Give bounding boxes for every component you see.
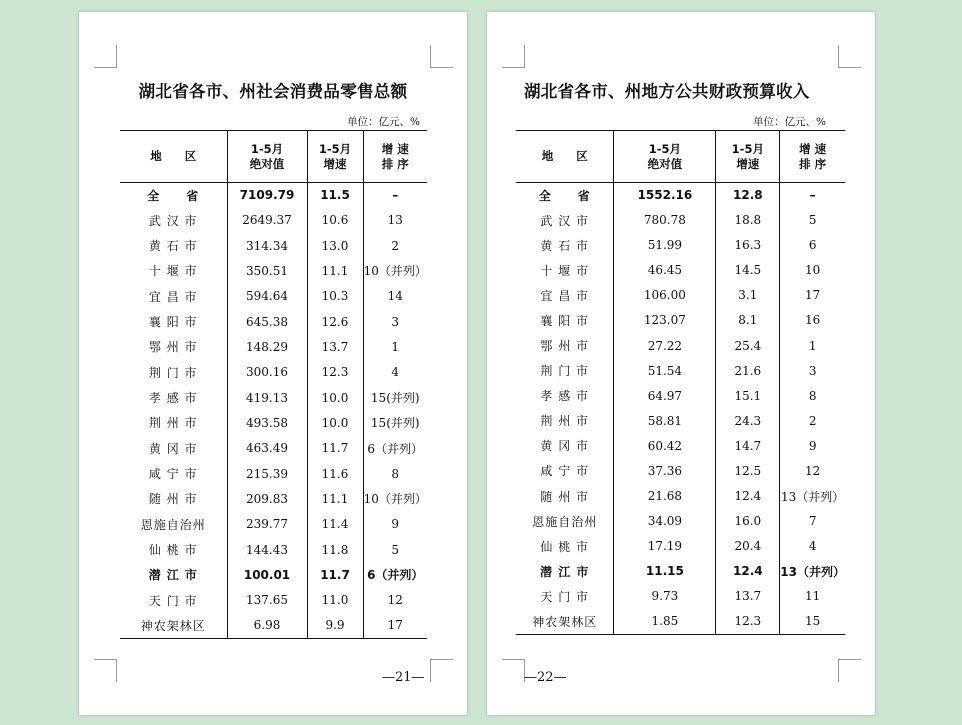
table-row [120,461,427,486]
value-cell: 51.99 [614,233,716,258]
rank-cell: 9 [363,512,427,537]
rank-cell: 9 [780,433,845,458]
value-cell: 9.73 [614,584,716,609]
rank-cell: 7 [780,509,845,534]
rank-cell: 8 [363,461,427,486]
table-row [120,183,427,208]
value-cell: 123.07 [614,308,716,333]
growth-cell: 18.8 [716,208,780,233]
rank-cell: 4 [363,360,427,385]
table-row [120,334,427,359]
table-row [516,358,845,383]
crop-mark-top-left [502,45,525,68]
rank-cell: 11 [780,584,845,609]
growth-cell: 21.6 [716,358,780,383]
rank-cell: 10 [780,258,845,283]
region-cell: 恩施自治州 [532,514,598,529]
rank-cell: 15 [780,609,845,634]
crop-mark-bottom-left [94,659,117,682]
growth-cell: 12.4 [716,484,780,509]
growth-cell: 14.5 [716,258,780,283]
region-cell: 咸 宁 市 [148,467,198,482]
table-row [120,486,427,511]
value-cell: 645.38 [227,309,307,334]
growth-cell: 10.3 [307,284,363,309]
value-cell: 215.39 [227,461,307,486]
value-cell: 60.42 [614,433,716,458]
table-row [516,559,845,584]
value-cell: 209.83 [227,486,307,511]
value-cell: 6.98 [227,613,307,638]
header-growth: 1-5月 增速 [716,131,780,183]
growth-cell: 14.7 [716,433,780,458]
value-cell: 419.13 [227,385,307,410]
table-row [120,385,427,410]
rank-cell: 6（并列） [363,562,427,587]
table-row [516,233,845,258]
rank-cell: 1 [780,333,845,358]
unit-label: 单位：亿元、% [753,116,826,128]
header-region: 地 区 [516,131,614,183]
region-cell: 襄 阳 市 [148,315,198,330]
growth-cell: 11.1 [307,486,363,511]
region-cell: 鄂 州 市 [148,340,198,355]
value-cell: 58.81 [614,408,716,433]
table-row [120,284,427,309]
region-cell: 鄂 州 市 [540,339,590,354]
growth-cell: 12.3 [307,360,363,385]
value-cell: 34.09 [614,509,716,534]
value-cell: 7109.79 [227,183,307,208]
region-cell: 潜 江 市 [148,568,198,583]
growth-cell: 20.4 [716,534,780,559]
growth-cell: 8.1 [716,308,780,333]
rank-cell: 12 [780,458,845,483]
rank-cell: 16 [780,308,845,333]
page-21 [79,12,467,715]
growth-cell: 24.3 [716,408,780,433]
growth-cell: 12.5 [716,458,780,483]
growth-cell: 12.4 [716,559,780,584]
growth-cell: 11.7 [307,562,363,587]
growth-cell: 13.7 [716,584,780,609]
table-row [120,588,427,613]
region-cell: 全 省 [516,183,614,208]
header-region: 地 区 [120,131,227,183]
table-header-row [120,131,427,183]
table-row [516,433,845,458]
region-cell: 荆 门 市 [540,364,590,379]
region-cell: 天 门 市 [540,589,590,604]
table-row [516,509,845,534]
growth-cell: 15.1 [716,383,780,408]
table-row [516,584,845,609]
unit-label: 单位：亿元、% [347,116,420,128]
table-row [516,383,845,408]
growth-cell: 25.4 [716,333,780,358]
page-number: —21— [382,670,425,685]
growth-cell: 10.6 [307,208,363,233]
region-cell: 十 堰 市 [540,263,590,278]
value-cell: 37.36 [614,458,716,483]
table-row [516,333,845,358]
table-row [516,283,845,308]
rank-cell: 13（并列） [780,484,845,509]
page-number: —22— [524,670,567,685]
growth-cell: 12.6 [307,309,363,334]
value-cell: 594.64 [227,284,307,309]
rank-cell: 5 [780,208,845,233]
value-cell: 463.49 [227,436,307,461]
rank-cell: – [363,183,427,208]
table-row [516,183,845,208]
page-title: 湖北省各市、州社会消费品零售总额 [138,82,408,101]
rank-cell: 14 [363,284,427,309]
region-cell: 神农架林区 [120,613,227,638]
region-cell: 武 汉 市 [148,213,198,228]
rank-cell: 4 [780,534,845,559]
growth-cell: 10.0 [307,385,363,410]
region-cell: 恩施自治州 [140,517,206,532]
page-22 [487,12,875,715]
table-row [120,258,427,283]
rank-cell: 3 [780,358,845,383]
table-row [516,258,845,283]
region-cell: 仙 桃 市 [540,539,590,554]
rank-cell: 15(并列) [363,410,427,435]
growth-cell: 16.3 [716,233,780,258]
growth-cell: 11.0 [307,588,363,613]
table-row [120,410,427,435]
region-cell: 荆 州 市 [540,414,590,429]
growth-cell: 11.4 [307,512,363,537]
region-cell: 神农架林区 [516,609,614,634]
value-cell: 51.54 [614,358,716,383]
crop-mark-bottom-left [502,659,525,682]
region-cell: 黄 冈 市 [540,439,590,454]
table-header-row [516,131,845,183]
rank-cell: 1 [363,334,427,359]
value-cell: 2649.37 [227,208,307,233]
growth-cell: 13.0 [307,233,363,258]
rank-cell: 17 [780,283,845,308]
rank-cell: 10（并列） [363,486,427,511]
page-title: 湖北省各市、州地方公共财政预算收入 [524,82,810,101]
rank-cell: 12 [363,588,427,613]
value-cell: 239.77 [227,512,307,537]
value-cell: 11.15 [614,559,716,584]
value-cell: 1.85 [614,609,716,634]
crop-mark-bottom-right [838,659,861,682]
rank-cell: 2 [363,233,427,258]
growth-cell: 12.3 [716,609,780,634]
table-row [120,436,427,461]
region-cell: 潜 江 市 [540,564,590,579]
growth-cell: 12.8 [716,183,780,208]
crop-mark-top-right [838,45,861,68]
value-cell: 144.43 [227,537,307,562]
table-row [516,308,845,333]
value-cell: 1552.16 [614,183,716,208]
region-cell: 黄 冈 市 [148,441,198,456]
value-cell: 350.51 [227,258,307,283]
value-cell: 300.16 [227,360,307,385]
table-row [516,458,845,483]
fiscal-revenue-table [516,130,845,635]
value-cell: 64.97 [614,383,716,408]
value-cell: 780.78 [614,208,716,233]
region-cell: 襄 阳 市 [540,313,590,328]
region-cell: 随 州 市 [148,492,198,507]
region-cell: 仙 桃 市 [148,543,198,558]
region-cell: 荆 州 市 [148,416,198,431]
header-value: 1-5月 绝对值 [227,131,307,183]
table-row [120,208,427,233]
table-row [120,562,427,587]
region-cell: 全 省 [120,183,227,208]
value-cell: 46.45 [614,258,716,283]
table-row [120,613,427,638]
region-cell: 孝 感 市 [148,391,198,406]
value-cell: 27.22 [614,333,716,358]
table-row [120,309,427,334]
crop-mark-top-right [430,45,453,68]
rank-cell: 10（并列） [363,258,427,283]
table-row [120,537,427,562]
growth-cell: 3.1 [716,283,780,308]
region-cell: 咸 宁 市 [540,464,590,479]
rank-cell: 13 [363,208,427,233]
crop-mark-top-left [94,45,117,68]
region-cell: 荆 门 市 [148,365,198,380]
rank-cell: 3 [363,309,427,334]
region-cell: 天 门 市 [148,593,198,608]
table-row [516,484,845,509]
rank-cell: 6 [780,233,845,258]
value-cell: 493.58 [227,410,307,435]
rank-cell: 15(并列) [363,385,427,410]
header-rank: 增 速 排 序 [780,131,845,183]
header-value: 1-5月 绝对值 [614,131,716,183]
growth-cell: 16.0 [716,509,780,534]
header-rank: 增 速 排 序 [363,131,427,183]
region-cell: 武 汉 市 [540,213,590,228]
region-cell: 宜 昌 市 [540,288,590,303]
region-cell: 孝 感 市 [540,389,590,404]
rank-cell: 13（并列） [780,559,845,584]
rank-cell: 5 [363,537,427,562]
table-row [516,208,845,233]
growth-cell: 11.7 [307,436,363,461]
crop-mark-bottom-right [430,659,453,682]
region-cell: 十 堰 市 [148,264,198,279]
retail-sales-table [120,130,427,639]
rank-cell: 2 [780,408,845,433]
growth-cell: 11.5 [307,183,363,208]
table-row [120,360,427,385]
rank-cell: 6（并列） [363,436,427,461]
table-row [120,233,427,258]
rank-cell: 8 [780,383,845,408]
growth-cell: 11.8 [307,537,363,562]
table-row [516,609,845,634]
header-growth: 1-5月 增速 [307,131,363,183]
region-cell: 宜 昌 市 [148,289,198,304]
value-cell: 314.34 [227,233,307,258]
value-cell: 148.29 [227,334,307,359]
region-cell: 黄 石 市 [540,238,590,253]
growth-cell: 11.1 [307,258,363,283]
table-row [120,512,427,537]
value-cell: 106.00 [614,283,716,308]
value-cell: 17.19 [614,534,716,559]
value-cell: 21.68 [614,484,716,509]
growth-cell: 11.6 [307,461,363,486]
table-row [516,534,845,559]
table-row [516,408,845,433]
rank-cell: 17 [363,613,427,638]
region-cell: 随 州 市 [540,489,590,504]
growth-cell: 13.7 [307,334,363,359]
value-cell: 100.01 [227,562,307,587]
growth-cell: 9.9 [307,613,363,638]
rank-cell: – [780,183,845,208]
region-cell: 黄 石 市 [148,239,198,254]
value-cell: 137.65 [227,588,307,613]
growth-cell: 10.0 [307,410,363,435]
